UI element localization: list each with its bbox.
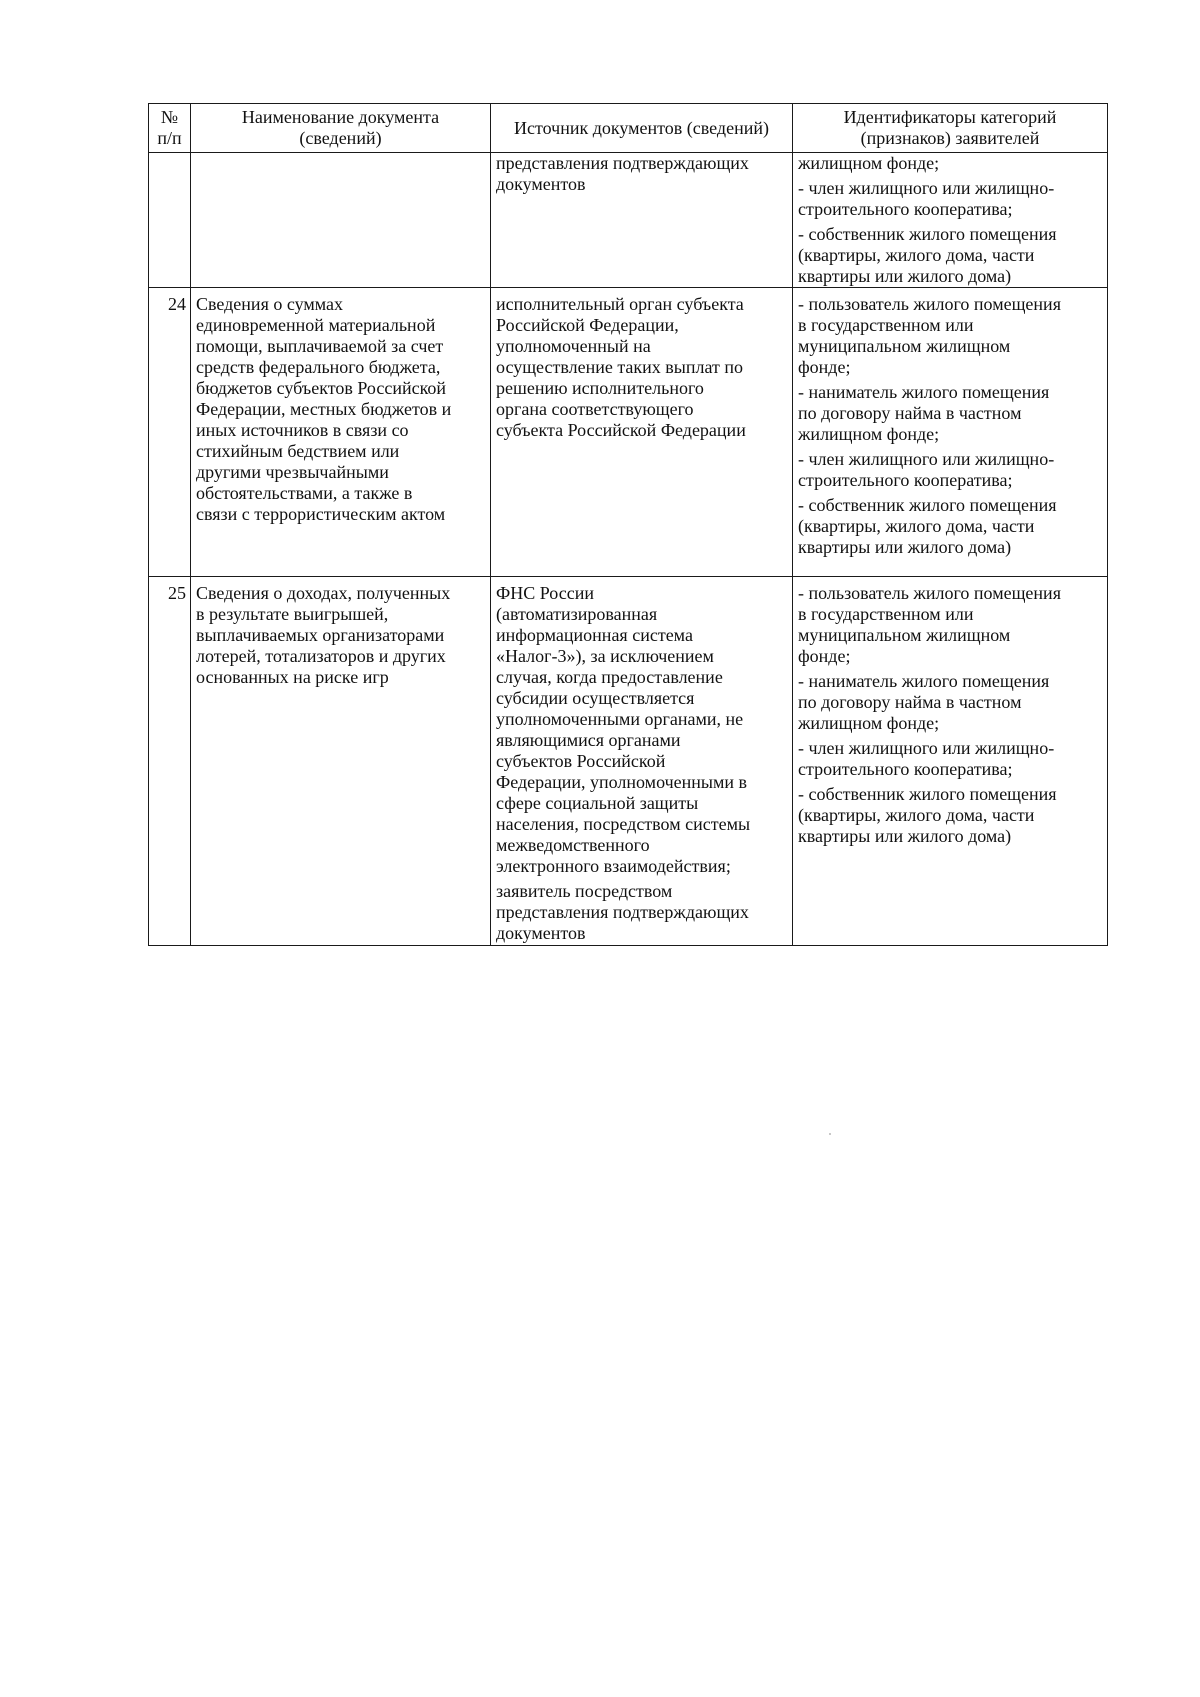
cell-text-line: (квартиры, жилого дома, части — [798, 805, 1035, 825]
cell-text-line: - член жилищного или жилищно- — [798, 449, 1055, 469]
cell-paragraph — [496, 153, 787, 195]
document-name-cell — [191, 288, 491, 577]
cell-text-line: решению исполнительного — [496, 378, 704, 398]
cell-text-line: случая, когда предоставление — [496, 667, 723, 687]
header-document-name — [191, 104, 491, 153]
row-number — [149, 153, 191, 288]
cell-text-line: квартиры или жилого дома) — [798, 537, 1012, 557]
cell-text-line: иных источников в связи со — [196, 420, 409, 440]
cell-text-line: в государственном или — [798, 604, 974, 624]
table-row-24 — [149, 288, 1108, 577]
cell-text-line: по договору найма в частном — [798, 403, 1022, 423]
cell-paragraph — [496, 294, 787, 441]
cell-text-line: в результате выигрышей, — [196, 604, 389, 624]
cell-text-line: органа соответствующего — [496, 399, 694, 419]
row-number: 25 — [149, 577, 191, 946]
table-header-row — [149, 104, 1108, 153]
cell-text-line: - член жилищного или жилищно- — [798, 738, 1055, 758]
table-row-25 — [149, 577, 1108, 946]
category-identifiers-cell — [793, 577, 1108, 946]
cell-paragraph — [196, 294, 485, 525]
cell-paragraph — [798, 178, 1102, 220]
header-category-identifiers — [793, 104, 1108, 153]
cell-text-line: - наниматель жилого помещения — [798, 671, 1050, 691]
document-source-cell — [491, 153, 793, 288]
header-document-source — [491, 104, 793, 153]
cell-text-line: межведомственного — [496, 835, 650, 855]
row-number: 24 — [149, 288, 191, 577]
cell-text-line: населения, посредством системы — [496, 814, 751, 834]
cell-paragraph — [798, 382, 1102, 445]
cell-text-line: - собственник жилого помещения — [798, 495, 1057, 515]
cell-text-line: муниципальном жилищном — [798, 625, 1011, 645]
cell-paragraph — [798, 738, 1102, 780]
cell-text-line: Сведения о доходах, полученных — [196, 583, 451, 603]
cell-text-line: - пользователь жилого помещения — [798, 583, 1061, 603]
cell-paragraph — [798, 449, 1102, 491]
cell-text-line: субъектов Российской — [496, 751, 666, 771]
header-line: Наименование документа — [241, 107, 440, 127]
header-line: п/п — [157, 128, 182, 148]
cell-text-line: обстоятельствами, а также в — [196, 483, 413, 503]
table-body — [149, 153, 1108, 946]
cell-paragraph — [798, 671, 1102, 734]
document-source-cell — [491, 288, 793, 577]
document-name-cell — [191, 577, 491, 946]
cell-text-line: фонде; — [798, 357, 851, 377]
cell-text-line: электронного взаимодействия; — [496, 856, 731, 876]
cell-text-line: строительного кооператива; — [798, 470, 1013, 490]
document-name-cell — [191, 153, 491, 288]
cell-text-line: единовременной материальной — [196, 315, 436, 335]
cell-text-line: квартиры или жилого дома) — [798, 826, 1012, 846]
cell-text-line: лотерей, тотализаторов и других — [196, 646, 446, 666]
cell-text-line: уполномоченными органами, не — [496, 709, 744, 729]
cell-text-line: жилищном фонде; — [798, 424, 940, 444]
cell-text-line: строительного кооператива; — [798, 199, 1013, 219]
cell-text-line: представления подтверждающих — [496, 902, 749, 922]
cell-text-line: ФНС России — [496, 583, 594, 603]
cell-text-line: Российской Федерации, — [496, 315, 679, 335]
cell-text-line: документов — [496, 923, 586, 943]
scan-speck — [829, 1133, 831, 1135]
cell-text-line: бюджетов субъектов Российской — [196, 378, 447, 398]
header-line: Источник документов (сведений) — [514, 117, 769, 138]
cell-text-line: - собственник жилого помещения — [798, 784, 1057, 804]
cell-text-line: Федерации, местных бюджетов и — [196, 399, 452, 419]
cell-text-line: жилищном фонде; — [798, 713, 940, 733]
cell-text-line: уполномоченный на — [496, 336, 651, 356]
cell-text-line: Федерации, уполномоченными в — [496, 772, 748, 792]
header-line: (сведений) — [299, 128, 382, 148]
cell-text-line: выплачиваемых организаторами — [196, 625, 445, 645]
cell-text-line: Сведения о суммах — [196, 294, 344, 314]
cell-text-line: исполнительный орган субъекта — [496, 294, 744, 314]
header-line: Идентификаторы категорий — [843, 107, 1057, 127]
document-table — [148, 103, 1108, 946]
cell-paragraph — [798, 495, 1102, 558]
cell-text-line: «Налог-3»), за исключением — [496, 646, 714, 666]
cell-text-line: муниципальном жилищном — [798, 336, 1011, 356]
cell-text-line: документов — [496, 174, 586, 194]
cell-text-line: заявитель посредством — [496, 881, 673, 901]
cell-paragraph — [798, 784, 1102, 847]
cell-text-line: представления подтверждающих — [496, 153, 749, 173]
cell-paragraph — [798, 153, 1102, 174]
cell-paragraph — [798, 294, 1102, 378]
cell-text-line: жилищном фонде; — [798, 153, 940, 173]
document-source-cell — [491, 577, 793, 946]
cell-text-line: другими чрезвычайными — [196, 462, 389, 482]
header-number — [149, 104, 191, 153]
cell-text-line: - наниматель жилого помещения — [798, 382, 1050, 402]
cell-text-line: квартиры или жилого дома) — [798, 266, 1012, 286]
cell-text-line: средств федерального бюджета, — [196, 357, 441, 377]
cell-text-line: фонде; — [798, 646, 851, 666]
cell-text-line: по договору найма в частном — [798, 692, 1022, 712]
cell-text-line: (автоматизированная — [496, 604, 658, 624]
cell-text-line: (квартиры, жилого дома, части — [798, 245, 1035, 265]
cell-text-line: строительного кооператива; — [798, 759, 1013, 779]
cell-text-line: связи с террористическим актом — [196, 504, 446, 524]
cell-paragraph — [496, 881, 787, 944]
cell-paragraph — [496, 583, 787, 877]
table-row-continuation — [149, 153, 1108, 288]
cell-text-line: стихийным бедствием или — [196, 441, 400, 461]
category-identifiers-cell — [793, 288, 1108, 577]
cell-paragraph — [196, 583, 485, 688]
header-line: № — [160, 107, 179, 127]
cell-paragraph — [798, 583, 1102, 667]
header-line: (признаков) заявителей — [860, 128, 1040, 148]
category-identifiers-cell — [793, 153, 1108, 288]
cell-text-line: основанных на риске игр — [196, 667, 389, 687]
cell-text-line: - пользователь жилого помещения — [798, 294, 1061, 314]
cell-text-line: (квартиры, жилого дома, части — [798, 516, 1035, 536]
cell-text-line: субсидии осуществляется — [496, 688, 695, 708]
cell-text-line: субъекта Российской Федерации — [496, 420, 746, 440]
cell-text-line: являющимися органами — [496, 730, 681, 750]
cell-text-line: помощи, выплачиваемой за счет — [196, 336, 444, 356]
cell-text-line: сфере социальной защиты — [496, 793, 699, 813]
cell-text-line: осуществление таких выплат по — [496, 357, 744, 377]
cell-text-line: - собственник жилого помещения — [798, 224, 1057, 244]
cell-text-line: - член жилищного или жилищно- — [798, 178, 1055, 198]
cell-text-line: в государственном или — [798, 315, 974, 335]
cell-text-line: информационная система — [496, 625, 693, 645]
cell-paragraph — [798, 224, 1102, 287]
